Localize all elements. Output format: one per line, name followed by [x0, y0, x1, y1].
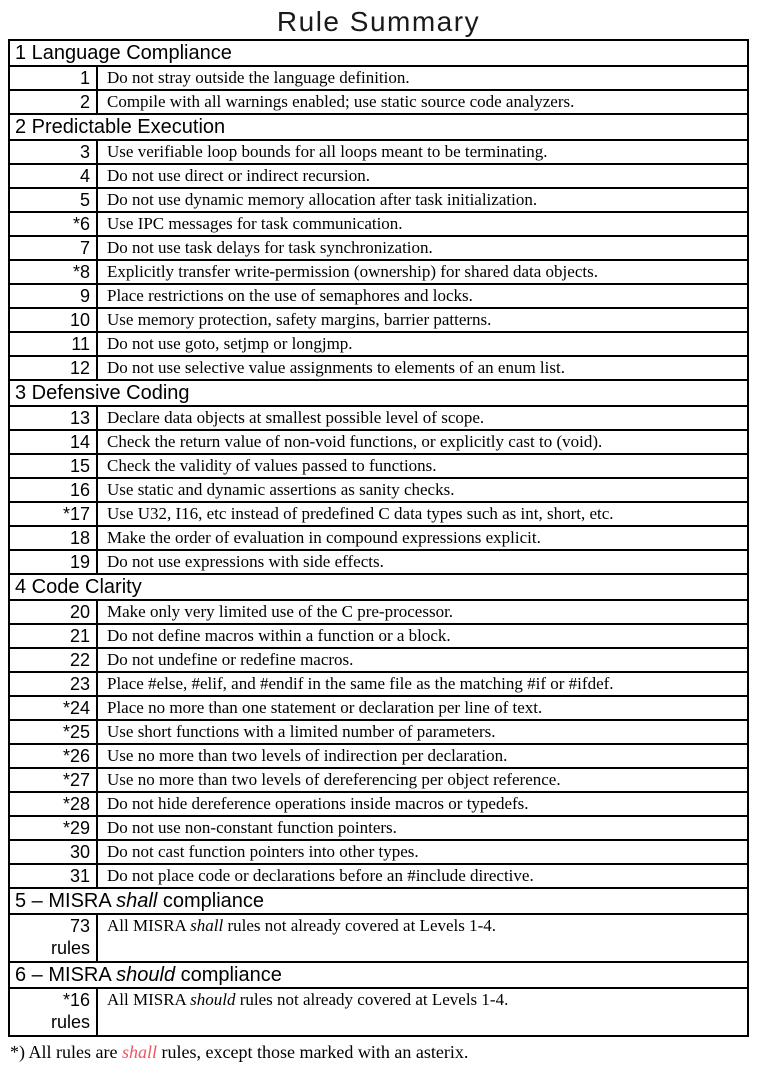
rule-number-cell [10, 625, 98, 647]
rule-text-segment: Use no more than two levels of dereferencing per object reference. [107, 770, 561, 789]
rule-row [10, 453, 747, 477]
rule-number-cell [10, 189, 98, 211]
rule-text-segment: Do not place code or declarations before an #include directive. [107, 866, 534, 885]
rule-row [10, 211, 747, 235]
rule-text-segment: Place #else, #elif, and #endif in the same file as the matching #if or #ifdef. [107, 674, 614, 693]
rule-number-cell [10, 503, 98, 525]
rule-row [10, 695, 747, 719]
rule-row [10, 501, 747, 525]
rule-number-cell [10, 817, 98, 839]
rule-number-cell [10, 769, 98, 791]
rule-number-cell [10, 407, 98, 429]
section-title-segment: 2 Predictable Execution [15, 116, 226, 138]
rule-text [98, 721, 747, 743]
rule-row [10, 139, 747, 163]
rule-number-cell [10, 91, 98, 113]
rule-number-cell [10, 141, 98, 163]
rule-text [98, 213, 747, 235]
rule-number: *17 [62, 504, 90, 524]
rule-text-segment: Do not undefine or redefine macros. [107, 650, 354, 669]
rule-text-segment: Use U32, I16, etc instead of predefined C data types such as int, short, etc. [107, 504, 614, 523]
rule-number-cell [10, 527, 98, 549]
rule-row [10, 815, 747, 839]
rule-number: 31 [69, 866, 90, 886]
rule-number: 10 [69, 310, 90, 330]
rule-text [98, 503, 747, 525]
page-title: Rule Summary [276, 6, 481, 37]
rule-text [98, 479, 747, 501]
rule-text [98, 673, 747, 695]
rule-number-cell [10, 915, 98, 961]
rule-text-segment: Make only very limited use of the C pre-processor. [107, 602, 454, 621]
rule-text [98, 745, 747, 767]
section-title-segment: shall [116, 890, 158, 912]
rule-text [98, 527, 747, 549]
rule-text [98, 649, 747, 671]
rule-row [10, 743, 747, 767]
rule-row [10, 647, 747, 671]
rule-number-cell [10, 551, 98, 573]
rule-text-segment: Check the validity of values passed to functions. [107, 456, 437, 475]
rule-text-segment: Do not use expressions with side effects. [107, 552, 384, 571]
rule-number: 16 [69, 480, 90, 500]
rule-text-segment: Use no more than two levels of indirection per declaration. [107, 746, 508, 765]
rule-number: *8 [72, 262, 90, 282]
section-title-segment: compliance [157, 890, 265, 912]
rule-text-segment: Use IPC messages for task communication. [107, 214, 403, 233]
rule-text-segment: Do not define macros within a function or a block. [107, 626, 451, 645]
rule-text-segment: rules not already covered at Levels 1-4. [223, 916, 497, 935]
rule-number-cell [10, 697, 98, 719]
rule-text-segment: Use static and dynamic assertions as sanity checks. [107, 480, 455, 499]
rule-text-segment: Do not use selective value assignments to elements of an enum list. [107, 358, 565, 377]
rule-text-segment: Use short functions with a limited number of parameters. [107, 722, 496, 741]
rule-text [98, 407, 747, 429]
rule-text [98, 455, 747, 477]
rule-row [10, 913, 747, 961]
rule-text-segment: Do not use dynamic memory allocation after task initialization. [107, 190, 538, 209]
section-header [10, 41, 747, 65]
rule-row [10, 623, 747, 647]
section-title-segment: 1 Language Compliance [15, 42, 232, 64]
rule-number-cell [10, 67, 98, 89]
footnote [10, 1041, 757, 1063]
rule-text-segment: Do not use task delays for task synchronization. [107, 238, 433, 257]
rule-number: 22 [69, 650, 90, 670]
rule-row [10, 767, 747, 791]
rule-row [10, 549, 747, 573]
rule-text-segment: Compile with all warnings enabled; use static source code analyzers. [107, 92, 575, 111]
rule-number-cell [10, 431, 98, 453]
section-title-segment: compliance [175, 964, 282, 986]
rule-text [98, 91, 747, 113]
rule-text [98, 551, 747, 573]
rule-text-segment: Use memory protection, safety margins, barrier patterns. [107, 310, 492, 329]
rule-number: 9 [79, 286, 90, 306]
rule-row [10, 235, 747, 259]
rule-number: *25 [62, 722, 90, 742]
rule-number-cell [10, 455, 98, 477]
rule-number-cell [10, 309, 98, 331]
rule-text-segment: Do not use direct or indirect recursion. [107, 166, 370, 185]
rule-number: *6 [72, 214, 90, 234]
rule-text [98, 261, 747, 283]
rule-text-segment: Do not use goto, setjmp or longjmp. [107, 334, 353, 353]
section-header [10, 887, 747, 913]
rule-row [10, 477, 747, 501]
rule-text-segment: Use verifiable loop bounds for all loops meant to be terminating. [107, 142, 548, 161]
rule-row [10, 307, 747, 331]
rule-number: 18 [69, 528, 90, 548]
rule-text [98, 237, 747, 259]
rule-number-cell [10, 237, 98, 259]
rule-number-cell [10, 357, 98, 379]
rule-text-segment: All MISRA [107, 916, 191, 935]
rule-text-segment: rules not already covered at Levels 1-4. [235, 990, 509, 1009]
section-title-segment: 4 Code Clarity [15, 576, 142, 598]
rule-text [98, 697, 747, 719]
rule-number-cell [10, 721, 98, 743]
rule-number: *16 [62, 990, 90, 1010]
rule-number: 13 [69, 408, 90, 428]
rule-number-unit: rules [50, 938, 90, 958]
rule-number: 11 [71, 334, 90, 354]
rule-text-segment: Do not cast function pointers into other types. [107, 842, 419, 861]
rule-row [10, 791, 747, 815]
rule-number: *24 [62, 698, 90, 718]
rule-number-cell [10, 745, 98, 767]
rules-table [8, 39, 749, 1037]
rule-number-cell [10, 601, 98, 623]
rule-text-segment: Place restrictions on the use of semaphores and locks. [107, 286, 473, 305]
rule-text-segment: Declare data objects at smallest possible level of scope. [107, 408, 485, 427]
section-header [10, 113, 747, 139]
rule-number: 21 [69, 626, 90, 646]
rule-number-cell [10, 165, 98, 187]
rule-number-cell [10, 261, 98, 283]
rule-text [98, 625, 747, 647]
rule-number-cell [10, 793, 98, 815]
section-title-segment: 6 – MISRA [15, 964, 117, 986]
rule-row [10, 719, 747, 743]
rule-number-cell [10, 285, 98, 307]
rule-number: 20 [69, 602, 90, 622]
rule-row [10, 331, 747, 355]
rule-row [10, 259, 747, 283]
rule-number: *28 [62, 794, 90, 814]
rule-row [10, 283, 747, 307]
rule-number: 2 [79, 92, 90, 112]
rule-number: 15 [69, 456, 90, 476]
rule-row [10, 839, 747, 863]
rule-row [10, 355, 747, 379]
rule-text [98, 67, 747, 89]
rule-row [10, 599, 747, 623]
footnote-segment: rules, except those marked with an asterix. [156, 1042, 469, 1062]
rule-number-unit: rules [50, 1012, 90, 1032]
section-title-segment: 3 Defensive Coding [15, 382, 190, 404]
section-title-segment: 5 – MISRA [15, 890, 117, 912]
rule-number: 5 [79, 190, 90, 210]
section-title-segment: should [116, 964, 176, 986]
rule-text [98, 357, 747, 379]
rule-text-segment: Explicitly transfer write-permission (ownership) for shared data objects. [107, 262, 598, 281]
rule-row [10, 671, 747, 695]
rule-text [98, 793, 747, 815]
section-header [10, 961, 747, 987]
rule-text-segment: Make the order of evaluation in compound expressions explicit. [107, 528, 541, 547]
rule-number: 14 [69, 432, 90, 452]
rule-text-segment: Do not stray outside the language definition. [107, 68, 410, 87]
rule-number: 3 [79, 142, 90, 162]
rule-row [10, 405, 747, 429]
rule-text-segment: Place no more than one statement or declaration per line of text. [107, 698, 543, 717]
rule-row [10, 187, 747, 211]
rule-row [10, 89, 747, 113]
rule-text [98, 141, 747, 163]
rule-number: *29 [62, 818, 90, 838]
rule-text [98, 309, 747, 331]
rule-text [98, 189, 747, 211]
rule-number: 19 [69, 552, 90, 572]
rule-number: 7 [79, 238, 90, 258]
rule-number-cell [10, 333, 98, 355]
rule-number: 73 [69, 916, 90, 936]
rule-text [98, 769, 747, 791]
rule-text [98, 165, 747, 187]
section-header [10, 379, 747, 405]
rule-number-cell [10, 841, 98, 863]
rule-number: *27 [62, 770, 90, 790]
rule-text-segment: All MISRA [107, 990, 191, 1009]
rule-number-cell [10, 213, 98, 235]
rule-text [98, 989, 747, 1035]
rule-text-segment: Do not hide dereference operations inside macros or typedefs. [107, 794, 529, 813]
rule-number: 12 [69, 358, 90, 378]
rule-row [10, 863, 747, 887]
rule-number-cell [10, 479, 98, 501]
rule-text [98, 841, 747, 863]
rule-number-cell [10, 673, 98, 695]
rule-text [98, 915, 747, 961]
rule-number: 23 [69, 674, 90, 694]
rule-text [98, 601, 747, 623]
rule-row [10, 429, 747, 453]
rule-text [98, 431, 747, 453]
rule-number: 1 [79, 68, 90, 88]
rule-row [10, 65, 747, 89]
rule-text [98, 865, 747, 887]
footnote-segment: shall [121, 1042, 157, 1062]
rule-number-cell [10, 649, 98, 671]
rule-number: *26 [62, 746, 90, 766]
rule-row [10, 987, 747, 1035]
rule-text-segment: should [190, 990, 236, 1009]
section-header [10, 573, 747, 599]
rule-number-cell [10, 989, 98, 1035]
rule-text-segment: Do not use non-constant function pointers. [107, 818, 397, 837]
rule-number-cell [10, 865, 98, 887]
rule-row [10, 163, 747, 187]
rule-number: 4 [79, 166, 90, 186]
rule-row [10, 525, 747, 549]
rule-text [98, 817, 747, 839]
rule-text-segment: shall [190, 916, 224, 935]
rule-text [98, 285, 747, 307]
rule-text-segment: Check the return value of non-void functions, or explicitly cast to (void). [107, 432, 603, 451]
rule-text [98, 333, 747, 355]
rule-number: 30 [69, 842, 90, 862]
footnote-segment: *) All rules are [10, 1042, 122, 1062]
